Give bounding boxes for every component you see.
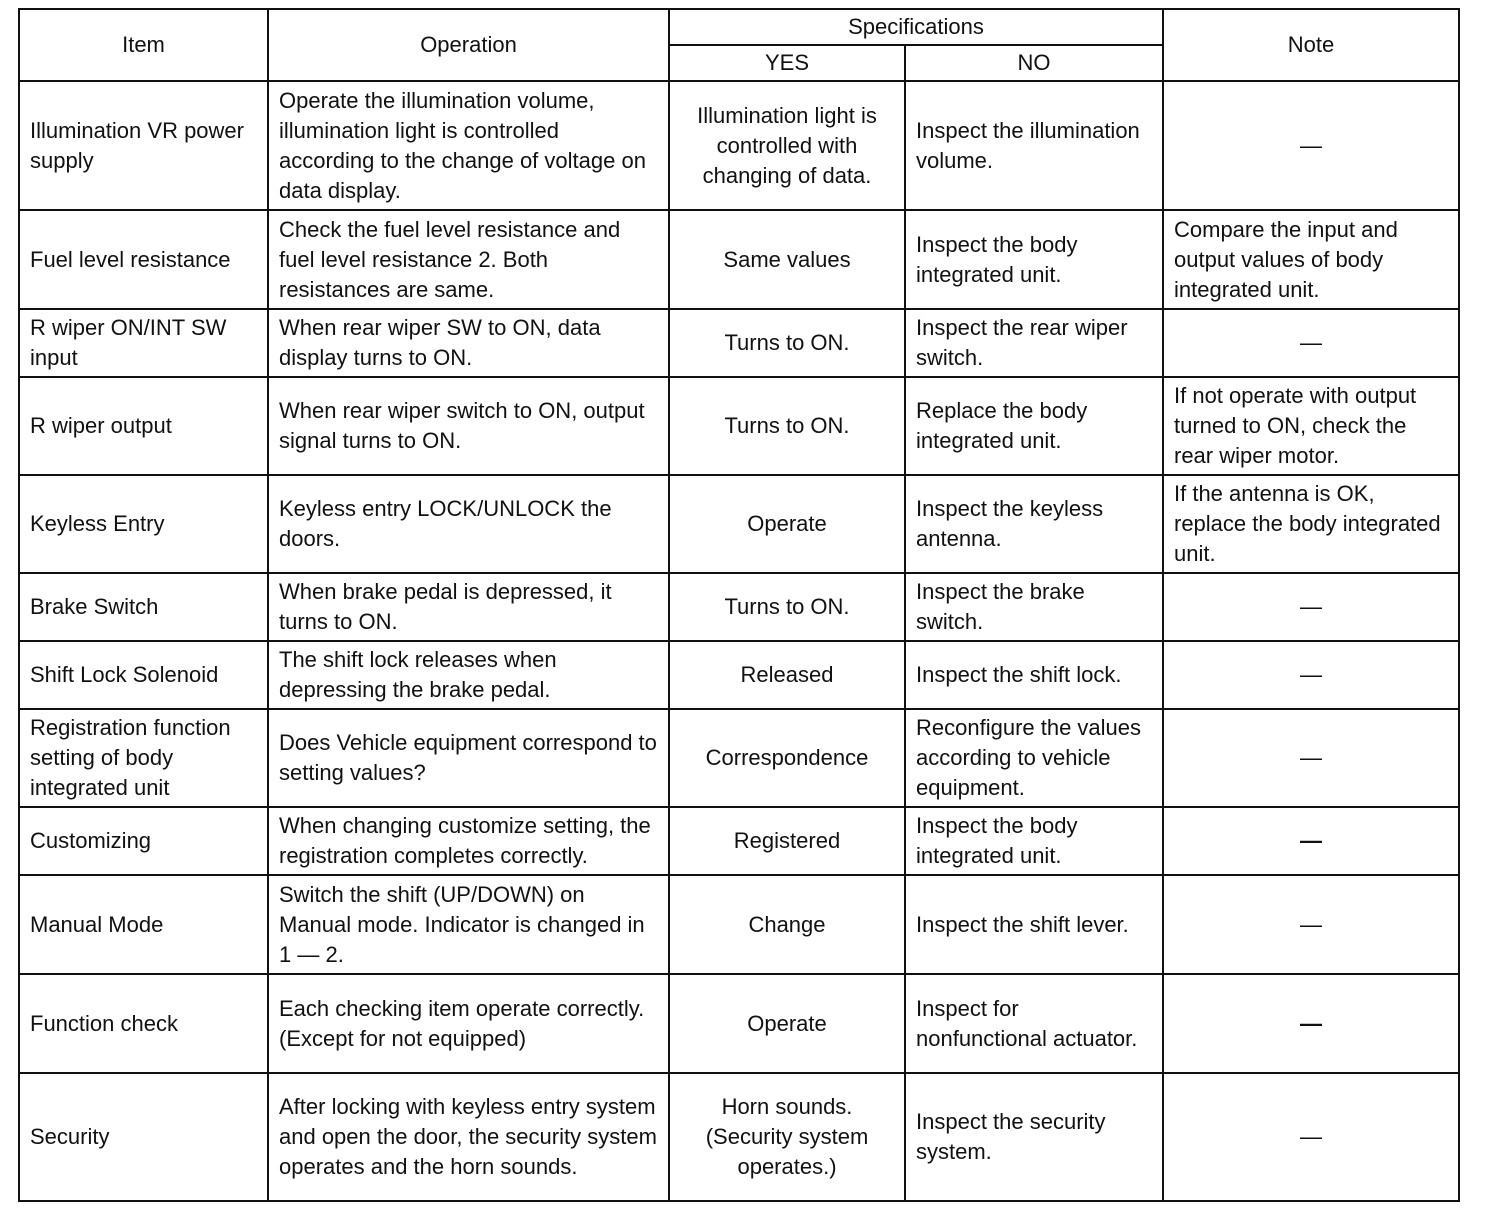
- cell-note: —: [1163, 875, 1459, 974]
- cell-no: Inspect the body integrated unit.: [905, 807, 1163, 875]
- cell-no: Inspect for nonfunctional actuator.: [905, 974, 1163, 1073]
- cell-yes: Correspondence: [669, 709, 905, 807]
- cell-item: Fuel level resistance: [19, 210, 268, 309]
- cell-note: —: [1163, 641, 1459, 709]
- cell-operation: Operate the illumination volume, illumination light is controlled according to the change of voltage on data display.: [268, 81, 669, 210]
- cell-no: Inspect the shift lock.: [905, 641, 1163, 709]
- cell-operation: Does Vehicle equipment correspond to setting values?: [268, 709, 669, 807]
- cell-item: Registration function setting of body integrated unit: [19, 709, 268, 807]
- cell-item: Shift Lock Solenoid: [19, 641, 268, 709]
- header-operation: Operation: [268, 9, 669, 81]
- cell-yes: Released: [669, 641, 905, 709]
- table-row: [19, 1073, 1459, 1201]
- table-row: [19, 475, 1459, 573]
- cell-operation: Keyless entry LOCK/UNLOCK the doors.: [268, 475, 669, 573]
- cell-note: If not operate with output turned to ON, check the rear wiper motor.: [1163, 377, 1459, 475]
- header-no: NO: [905, 45, 1163, 81]
- cell-yes: Turns to ON.: [669, 573, 905, 641]
- cell-yes: Registered: [669, 807, 905, 875]
- table-row: [19, 81, 1459, 210]
- cell-item: R wiper ON/INT SW input: [19, 309, 268, 377]
- header-specifications: Specifications: [669, 9, 1163, 45]
- table-row: [19, 974, 1459, 1073]
- cell-note: —: [1163, 709, 1459, 807]
- cell-yes: Operate: [669, 475, 905, 573]
- cell-no: Inspect the body integrated unit.: [905, 210, 1163, 309]
- table-row: [19, 573, 1459, 641]
- cell-item: Function check: [19, 974, 268, 1073]
- cell-item: Brake Switch: [19, 573, 268, 641]
- cell-no: Replace the body integrated unit.: [905, 377, 1163, 475]
- cell-operation: Check the fuel level resistance and fuel level resistance 2. Both resistances are same.: [268, 210, 669, 309]
- cell-note: If the antenna is OK, replace the body integrated unit.: [1163, 475, 1459, 573]
- cell-note: —: [1163, 309, 1459, 377]
- cell-yes: Horn sounds. (Security system operates.): [669, 1073, 905, 1201]
- cell-yes: Change: [669, 875, 905, 974]
- specification-table: [18, 8, 1460, 1202]
- cell-item: Customizing: [19, 807, 268, 875]
- cell-yes: Same values: [669, 210, 905, 309]
- cell-operation: When changing customize setting, the registration completes correctly.: [268, 807, 669, 875]
- table-row: [19, 875, 1459, 974]
- table-row: [19, 377, 1459, 475]
- table-row: [19, 210, 1459, 309]
- cell-yes: Turns to ON.: [669, 377, 905, 475]
- table-row: [19, 309, 1459, 377]
- cell-operation: The shift lock releases when depressing the brake pedal.: [268, 641, 669, 709]
- cell-item: Security: [19, 1073, 268, 1201]
- cell-yes: Operate: [669, 974, 905, 1073]
- cell-note: —: [1163, 81, 1459, 210]
- cell-yes: Illumination light is controlled with changing of data.: [669, 81, 905, 210]
- cell-operation: Switch the shift (UP/DOWN) on Manual mode. Indicator is changed in 1 — 2.: [268, 875, 669, 974]
- cell-no: Inspect the shift lever.: [905, 875, 1163, 974]
- table-row: [19, 641, 1459, 709]
- cell-no: Reconfigure the values according to vehicle equipment.: [905, 709, 1163, 807]
- cell-no: Inspect the security system.: [905, 1073, 1163, 1201]
- cell-note: Compare the input and output values of body integrated unit.: [1163, 210, 1459, 309]
- cell-note: —: [1163, 1073, 1459, 1201]
- cell-item: Keyless Entry: [19, 475, 268, 573]
- cell-item: R wiper output: [19, 377, 268, 475]
- cell-note: —: [1163, 974, 1459, 1073]
- cell-no: Inspect the keyless antenna.: [905, 475, 1163, 573]
- cell-operation: When brake pedal is depressed, it turns to ON.: [268, 573, 669, 641]
- cell-operation: When rear wiper SW to ON, data display turns to ON.: [268, 309, 669, 377]
- header-note: Note: [1163, 9, 1459, 81]
- cell-item: Manual Mode: [19, 875, 268, 974]
- cell-no: Inspect the illumination volume.: [905, 81, 1163, 210]
- header-yes: YES: [669, 45, 905, 81]
- cell-note: —: [1163, 807, 1459, 875]
- table-row: [19, 709, 1459, 807]
- cell-operation: After locking with keyless entry system and open the door, the security system operates and the horn sounds.: [268, 1073, 669, 1201]
- cell-operation: Each checking item operate correctly. (Except for not equipped): [268, 974, 669, 1073]
- cell-item: Illumination VR power supply: [19, 81, 268, 210]
- cell-no: Inspect the brake switch.: [905, 573, 1163, 641]
- table-row: [19, 807, 1459, 875]
- header-item: Item: [19, 9, 268, 81]
- cell-note: —: [1163, 573, 1459, 641]
- cell-yes: Turns to ON.: [669, 309, 905, 377]
- cell-no: Inspect the rear wiper switch.: [905, 309, 1163, 377]
- cell-operation: When rear wiper switch to ON, output signal turns to ON.: [268, 377, 669, 475]
